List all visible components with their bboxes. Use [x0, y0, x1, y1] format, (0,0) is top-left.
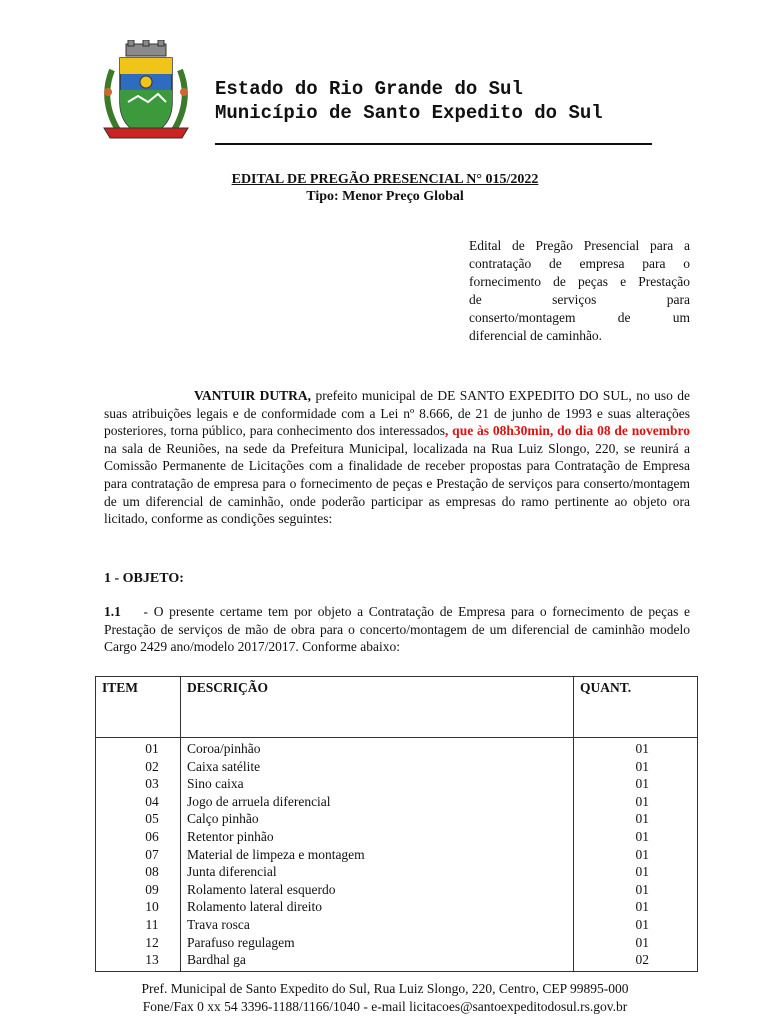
items-table — [95, 676, 698, 972]
item-description: Retentor pinhão — [187, 828, 274, 844]
item-quantity: 01 — [635, 811, 649, 827]
item-quantity: 01 — [635, 776, 649, 792]
meeting-time-highlight: , que às 08h30min, do dia 08 de novembro — [444, 423, 691, 439]
clause-number: 1.1 — [104, 604, 121, 619]
item-quantity: 01 — [635, 741, 649, 756]
item-number: 07 — [145, 846, 159, 862]
item-quantity: 01 — [635, 881, 649, 897]
item-description: Sino caixa — [187, 776, 244, 792]
clause-text: - O presente certame tem por objeto a Contratação de Empresa para o fornecimento de peças e Prestação de serviços de mão de obra para o concerto/montagem de um diferencial de caminhão modelo Cargo 2429 ano/modelo 2017/2017. Conforme abaixo: — [104, 604, 694, 655]
header-quantity: QUANT. — [574, 677, 698, 738]
item-quantity: 01 — [635, 758, 649, 774]
item-description: Jogo de arruela diferencial — [187, 793, 331, 809]
edital-title: EDITAL DE PREGÃO PRESENCIAL N° 015/2022 — [231, 172, 539, 187]
table-header-row — [96, 677, 698, 738]
item-description: Bardhal ga — [187, 952, 246, 968]
item-number: 10 — [145, 899, 159, 915]
header-municipality: Município de Santo Expedito do Sul — [215, 102, 603, 124]
item-number: 02 — [145, 758, 159, 774]
summary-line: conserto/montagem de um — [469, 310, 690, 325]
item-description: Calço pinhão — [187, 811, 259, 827]
footer-contact: Fone/Fax 0 xx 54 3396-1188/1166/1040 - e-mail licitacoes@santoexpeditodosul.rs.gov.br — [142, 999, 628, 1014]
item-description: Caixa satélite — [187, 758, 261, 774]
item-description: Rolamento lateral esquerdo — [187, 881, 336, 897]
item-number: 11 — [145, 916, 159, 932]
summary-line: contratação de empresa para o — [469, 256, 690, 271]
header-description: DESCRIÇÃO — [181, 677, 574, 738]
table-body-row — [96, 738, 698, 972]
item-quantity: 01 — [635, 828, 649, 844]
intro-paragraph — [104, 387, 690, 528]
item-description: Rolamento lateral direito — [187, 899, 322, 915]
item-quantity-column — [574, 738, 698, 972]
item-quantity: 02 — [635, 952, 649, 968]
item-description: Junta diferencial — [187, 864, 277, 880]
header-state: Estado do Rio Grande do Sul — [215, 78, 523, 100]
item-description-column — [181, 738, 574, 972]
intro-text-1: prefeito municipal de DE SANTO EXPEDITO DO SUL, no uso de suas atribuições legais e de conformidade com a Lei nº 8.666, de 21 de junho de 1993 e suas alterações posteriores, torna público, para conhecimento dos interessados — [104, 388, 690, 439]
header-rule — [215, 143, 652, 145]
item-quantity: 01 — [635, 793, 649, 809]
item-number: 01 — [145, 741, 159, 756]
header-item: ITEM — [96, 677, 181, 738]
item-quantity: 01 — [635, 846, 649, 862]
item-number: 03 — [145, 776, 159, 792]
item-number: 04 — [145, 793, 159, 809]
footer-address: Pref. Municipal de Santo Expedito do Sul, Rua Luiz Slongo, 220, Centro, CEP 99895-000 — [141, 981, 629, 996]
item-description: Parafuso regulagem — [187, 934, 295, 950]
summary-line: de serviços para — [469, 292, 690, 307]
item-quantity: 01 — [635, 899, 649, 915]
item-description: Trava rosca — [187, 916, 250, 932]
page-footer — [0, 980, 770, 1016]
item-number: 06 — [145, 828, 159, 844]
summary-line: Edital de Pregão Presencial para a — [469, 238, 690, 253]
intro-text-2: na sala de Reuniões, na sede da Prefeitura Municipal, localizada na Rua Luiz Slongo, 220, se reunirá a Comissão Permanente de Licitações com a finalidade de receber propostas para Contratação de Empresa para contratação de empresa para o fornecimento de peças e Prestação de serviços para conserto/montagem de um diferencial de caminhão, onde poderão participar as empresas do ramo pertinente ao objeto ora licitado, conforme as condições seguintes: — [104, 440, 690, 527]
item-description: Material de limpeza e montagem — [187, 846, 365, 862]
item-number: 09 — [145, 881, 159, 897]
item-quantity: 01 — [635, 916, 649, 932]
summary-line: diferencial de caminhão. — [469, 328, 603, 343]
edital-tipo: Tipo: Menor Preço Global — [306, 189, 464, 204]
clause-1-1 — [104, 603, 694, 656]
item-number: 12 — [145, 934, 159, 950]
item-number-column — [96, 738, 181, 972]
edital-summary — [469, 237, 690, 345]
item-number: 13 — [145, 952, 159, 968]
summary-line: fornecimento de peças e Prestação — [469, 274, 690, 289]
item-number: 05 — [145, 811, 159, 827]
item-description: Coroa/pinhão — [187, 741, 261, 756]
item-quantity: 01 — [635, 934, 649, 950]
item-number: 08 — [145, 864, 159, 880]
section-heading-objeto: 1 - OBJETO: — [104, 571, 184, 586]
item-quantity: 01 — [635, 864, 649, 880]
mayor-name: VANTUIR DUTRA, — [194, 388, 312, 403]
municipal-coat-of-arms — [98, 40, 194, 144]
